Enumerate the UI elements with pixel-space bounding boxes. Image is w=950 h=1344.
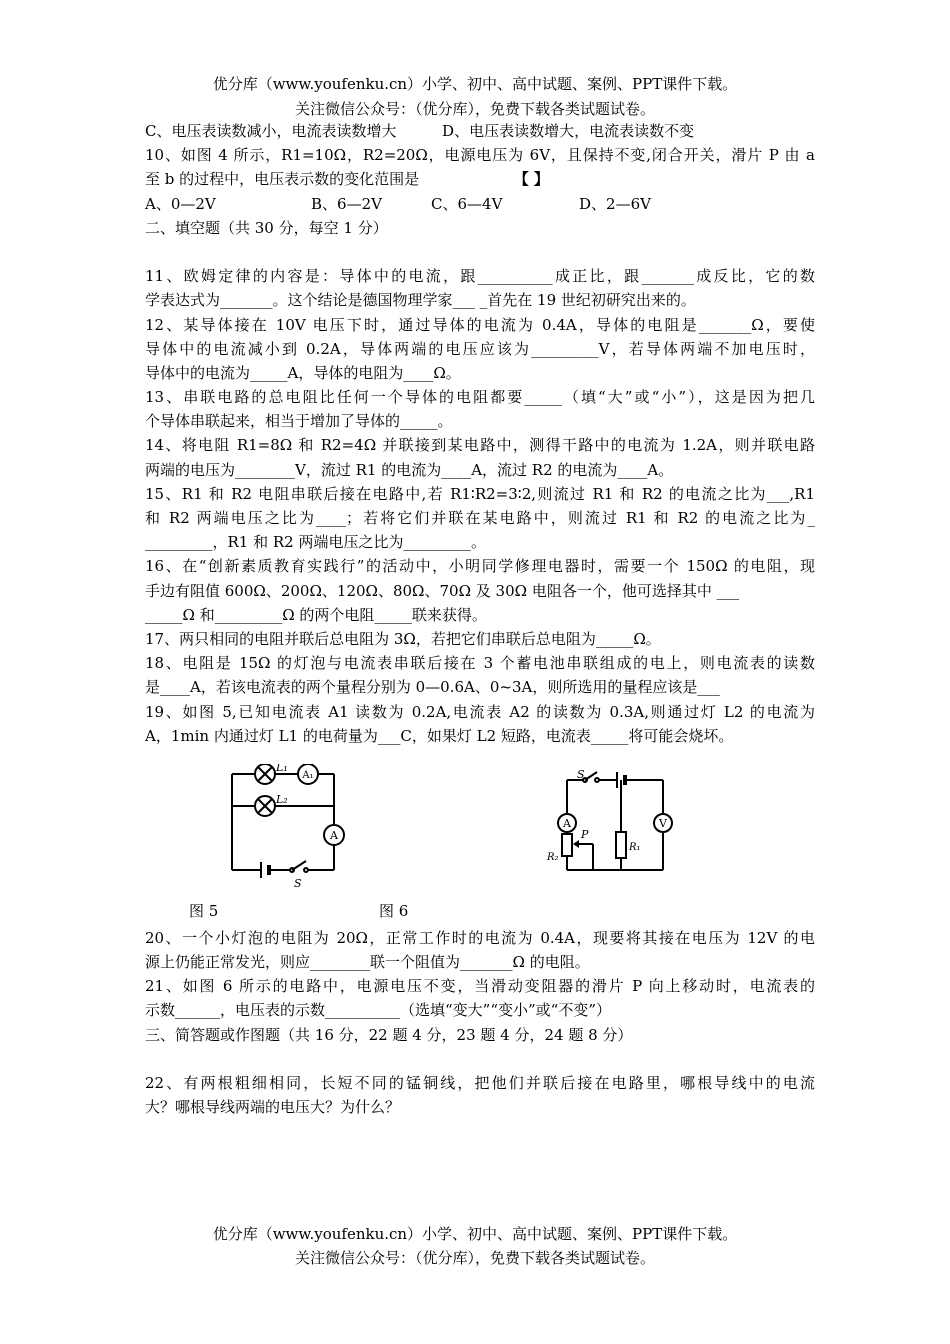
fig6-label-v: V (659, 816, 667, 830)
q10-line-2 (145, 167, 815, 191)
lamp-l1-icon (255, 764, 275, 784)
q10-option-d: D、2—6V (579, 194, 651, 213)
fig6-label-r2: R₂ (547, 851, 559, 863)
figure-5-caption: 图 5 (189, 901, 219, 920)
q10-option-a: A、0—2V (145, 194, 216, 213)
q20-line-2: 源上仍能正常发光，则应________联一个阻值为_______Ω 的电阻。 (145, 953, 590, 972)
q17-line-1: 17、两只相同的电阻并联后总电阻为 3Ω，若把它们串联后总电阻为_____Ω。 (145, 629, 661, 648)
q10-option-b: B、6—2V (311, 194, 382, 213)
footer-line-2: 关注微信公众号：（优分库），免费下载各类试题试卷。 (294, 1249, 655, 1267)
q15-line-2: 和 R2 两端电压之比为____；若将它们并联在某电路中，则流过 R1 和 R2 的电流之比为_ (145, 509, 815, 527)
switch-icon (290, 861, 308, 872)
q14-line-1: 14、将电阻 R1=8Ω 和 R2=4Ω 并联接到某电路中，测得干路中的电流为 1.2A，则并联电路 (145, 436, 815, 455)
fig5-label-a1: A₁ (302, 769, 314, 781)
q15-line-3: _________，R1 和 R2 两端电压之比为_________。 (145, 533, 486, 552)
fig5-label-s: S (294, 876, 302, 890)
q16-line-2: 手边有阻值 600Ω、200Ω、120Ω、80Ω、70Ω 及 30Ω 电阻各一个，他可选择其中 ___ (145, 581, 740, 600)
q22-line-1: 22、有两根粗细相同，长短不同的锰铜线，把他们并联后接在电路里，哪根导线中的电流 (145, 1074, 815, 1092)
q10-answer-bracket: 【 】 (513, 170, 549, 189)
q9-option-c: C、电压表读数减小，电流表读数增大 (145, 122, 397, 140)
q18-line-2: 是____A，若该电流表的两个量程分别为 0—0.6A、0~3A，则所选用的量程应该是___ (145, 678, 720, 697)
q10-option-c: C、6—4V (431, 194, 503, 213)
fig5-label-l2: L₂ (276, 792, 288, 806)
fig6-label-r1: R₁ (629, 841, 641, 853)
fig6-label-a: A (563, 816, 571, 830)
q19-line-2: A，1min 内通过灯 L1 的电荷量为___C，如果灯 L2 短路，电流表_____将可能会烧坏。 (145, 726, 734, 745)
q9-option-d: D、电压表读数增大，电流表读数不变 (442, 122, 695, 140)
q10-options (145, 192, 815, 216)
ammeter-icon (558, 814, 576, 832)
fig5-label-a: A (330, 828, 338, 842)
figure-6-circuit (545, 766, 675, 890)
q19-line-1: 19、如图 5,已知电流表 A1 读数为 0.2A,电流表 A2 的读数为 0.3A,则通过灯 L2 的电流为 (145, 702, 815, 721)
fig6-label-p: P (581, 827, 589, 841)
q11-line-1: 11、欧姆定律的内容是：导体中的电流，跟__________成正比，跟_______成反比，它的数 (145, 267, 815, 286)
voltmeter-icon (654, 814, 672, 832)
q16-line-3: _____Ω 和_________Ω 的两个电阻_____联来获得。 (145, 605, 487, 624)
q21-line-2: 示数______，电压表的示数__________（选填“变大”“变小”或“不变”） (145, 1001, 612, 1020)
figures-row (145, 748, 815, 926)
q10-stem: 至 b 的过程中，电压表示数的变化范围是 (145, 170, 420, 189)
figure-6-caption: 图 6 (379, 901, 409, 920)
section-2-title: 二、填空题（共 30 分，每空 1 分） (145, 218, 388, 237)
slider-arrow-icon (573, 840, 579, 848)
fig6-label-s: S (577, 767, 585, 781)
exam-body (145, 119, 815, 1119)
ammeter-a1-icon (298, 764, 318, 784)
q12-line-3: 导体中的电流为_____A，导体的电阻为____Ω。 (145, 363, 461, 382)
rheostat-r2-icon (562, 834, 572, 856)
resistor-r1-icon (616, 832, 626, 858)
ammeter-a-icon (324, 825, 344, 845)
footer-line-1: 优分库（www.youfenku.cn）小学、初中、高中试题、案例、PPT课件下载。 (212, 1225, 738, 1243)
header-line-1: 优分库（www.youfenku.cn）小学、初中、高中试题、案例、PPT课件下载。 (212, 75, 738, 93)
q11-line-2: 学表达式为_______。这个结论是德国物理学家___ _首先在 19 世纪初研究出来的。 (145, 291, 696, 310)
q12-line-2: 导体中的电流减小到 0.2A，导体两端的电压应该为_________V，若导体两端不加电压时， (145, 339, 815, 358)
fig5-label-l1: L₁ (276, 763, 288, 774)
q13-line-2: 个导体串联起来，相当于增加了导体的_____。 (145, 412, 453, 431)
q14-line-2: 两端的电压为________V，流过 R1 的电流为____A，流过 R2 的电流为____A。 (145, 460, 674, 479)
section-3-title: 三、简答题或作图题（共 16 分，22 题 4 分，23 题 4 分，24 题 8 分） (145, 1025, 633, 1044)
q13-line-1: 13、串联电路的总电阻比任何一个导体的电阻都要_____（填“大”或“小”），这是因为把几 (145, 388, 815, 407)
battery-icon (261, 862, 269, 878)
q9-options (145, 119, 815, 143)
q15-line-1: 15、R1 和 R2 电阻串联后接在电路中,若 R1∶R2=3∶2,则流过 R1 和 R2 的电流之比为___,R1 (145, 484, 815, 503)
q18-line-1: 18、电阻是 15Ω 的灯泡与电流表串联后接在 3 个蓄电池串联组成的电上，则电流表的读数 (145, 654, 815, 673)
figure-5-circuit (228, 764, 358, 892)
q16-line-1: 16、在“创新素质教育实践行”的活动中，小明同学修理电器时，需要一个 150Ω 的电阻，现 (145, 557, 815, 576)
q21-line-1: 21、如图 6 所示的电路中，电源电压不变，当滑动变阻器的滑片 P 向上移动时，电流表的 (145, 977, 815, 996)
lamp-l2-icon (255, 796, 275, 816)
q12-line-1: 12、某导体接在 10V 电压下时，通过导体的电流为 0.4A，导体的电阻是_______Ω，要使 (145, 315, 815, 334)
q22-line-2: 大？哪根导线两端的电压大？为什么？ (145, 1098, 401, 1117)
q20-line-1: 20、一个小灯泡的电阻为 20Ω，正常工作时的电流为 0.4A，现要将其接在电压为 12V 的电 (145, 928, 815, 947)
switch-icon (583, 772, 599, 782)
q10-line-1: 10、如图 4 所示，R1=10Ω，R2=20Ω，电源电压为 6V，且保持不变,闭合开关，滑片 P 由 a (145, 146, 815, 165)
header-line-2: 关注微信公众号：（优分库），免费下载各类试题试卷。 (294, 100, 655, 118)
